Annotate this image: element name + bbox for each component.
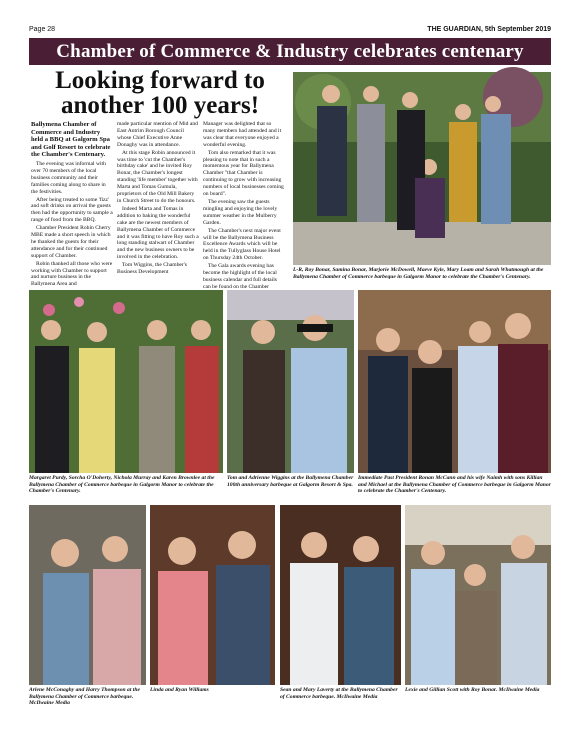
paragraph: Tom also remarked that it was pleasing to note that in such a momentous year for Ballymena Chamber "that Chamber is continuing to grow with increasing numbers of local businesses coming on board". (203, 149, 284, 198)
photo-four-women (29, 290, 223, 473)
paragraph: The evening saw the guests mingling and enjoying the lovely summer weather in the Mulberry Garden. (203, 198, 278, 226)
newspaper-date: THE GUARDIAN, 5th September 2019 (427, 26, 551, 33)
article-column-1 (31, 121, 113, 286)
photo-scott (405, 505, 551, 685)
caption-laverty: Sean and Mary Laverty at the Ballymena Chamber of Commerce barbeque. McIlwaine Media (280, 687, 398, 700)
paragraph: Robin thanked all those who were working with Chamber to support and nurture business in the Ballymena Area and (31, 260, 113, 288)
headline (29, 68, 291, 118)
paragraph: made particular mention of Mid and East Antrim Borough Council whose Chief Executive Anne Donaghy was in attendance. (117, 121, 198, 148)
headline-line-2: another 100 years! (60, 92, 260, 119)
paragraph: The Gala awards evening has become the highlight of the local business calendar and full details can be found on the Chamber (203, 263, 277, 290)
paragraph: After being treated to some 'fizz' and soft drinks on arrival the guests then had the opportunity to sample a range of food from the BBQ. (31, 196, 113, 224)
photo-wiggins (227, 290, 354, 473)
caption-linda: Linda and Ryan Williams (150, 687, 209, 693)
paragraph: The Chamber's next major event will be the Ballymena Business Excellence Awards which will be held in the Tullyglass House Hotel on Thursday 24th October. (203, 227, 281, 262)
article-body (31, 121, 291, 290)
paragraph: Tom Wiggins, the Chamber's Business Development (117, 262, 187, 276)
paragraph: At this stage Robin announced it was time to 'cut the Chamber's birthday cake' and he invited Roy Bonar, the Chamber's longest standing 'life member' together with Marta and Tomas Gumula, proprietors of the Old Mill Bakery in Church Street to do the honours. (117, 149, 198, 204)
caption-scott: Lexie and Gillian Scott with Roy Bonar. McIlwaine Media (405, 687, 540, 693)
photo-arlene (29, 505, 146, 685)
paragraph: Chamber President Robin Cherry MBE made a short speech in which he thanked the guests for their attendance and for their continued support of Chamber. (31, 225, 111, 259)
article-column-3 (203, 121, 285, 290)
caption-group: L-R, Roy Bonar, Samina Bonar, Marjorie McDowell, Maeve Kyle, Mary Loam and Sarah Whatmough at the Ballymena Chamber of Commerce barbeque in Galgorm Manor to celebrate the Chamber's Centenary. (293, 267, 544, 280)
article-column-2 (117, 121, 199, 286)
section-banner: Chamber of Commerce & Industry celebrates centenary (29, 38, 551, 65)
caption-wiggins: Tom and Adrienne Wiggins at the Ballymena Chamber 100th anniversary barbeque at Galgorm Resort & Spa. (227, 475, 354, 488)
paragraph: Indeed Marta and Tomas in addition to baking the wonderful cake are the newest members of Ballymena Chamber of Commerce and it was fitting to have Roy such a long standing stalwart of Chamber and the new business owners to be involved in the celebration. (117, 205, 199, 261)
caption-arlene: Arlene McConaghy and Harry Thompson at the Ballymena Chamber of Commerce barbeque. McIlwaine Media (29, 687, 140, 707)
photo-laverty (280, 505, 401, 685)
caption-four-women: Margaret Purdy, Sorcha O'Doherty, Nichola Murray and Karen Brownlee at the Ballymena Chamber of Commerce barbeque in Galgorm Manor to celebrate the Chamber's Centenary. (29, 475, 215, 495)
page-number: Page 28 (29, 26, 56, 33)
caption-mccann: Immediate Past President Ronan McCann and his wife Naimh with sons Killian and Michael at the Ballymena Chamber of Commerce barbeque in Galgorm Manor to celebrate the Chamber's Centenary. (358, 475, 551, 495)
page-header (29, 24, 551, 36)
photo-linda (150, 505, 275, 685)
article-lead: Ballymena Chamber of Commerce and Industry held a BBQ at Galgorm Spa and Golf Resort to celebrate the Chamber's Centenary. (31, 121, 111, 159)
photo-mccann (358, 290, 551, 473)
headline-line-1: Looking forward to (55, 67, 265, 94)
paragraph: The evening was informal with over 70 members of the local business community and their families coming along to share in the festivities. (31, 160, 106, 195)
group-photo (293, 72, 551, 265)
paragraph: Manager was delighted that so many members had attended and it was clear that everyone enjoyed a wonderful evening. (203, 121, 282, 148)
